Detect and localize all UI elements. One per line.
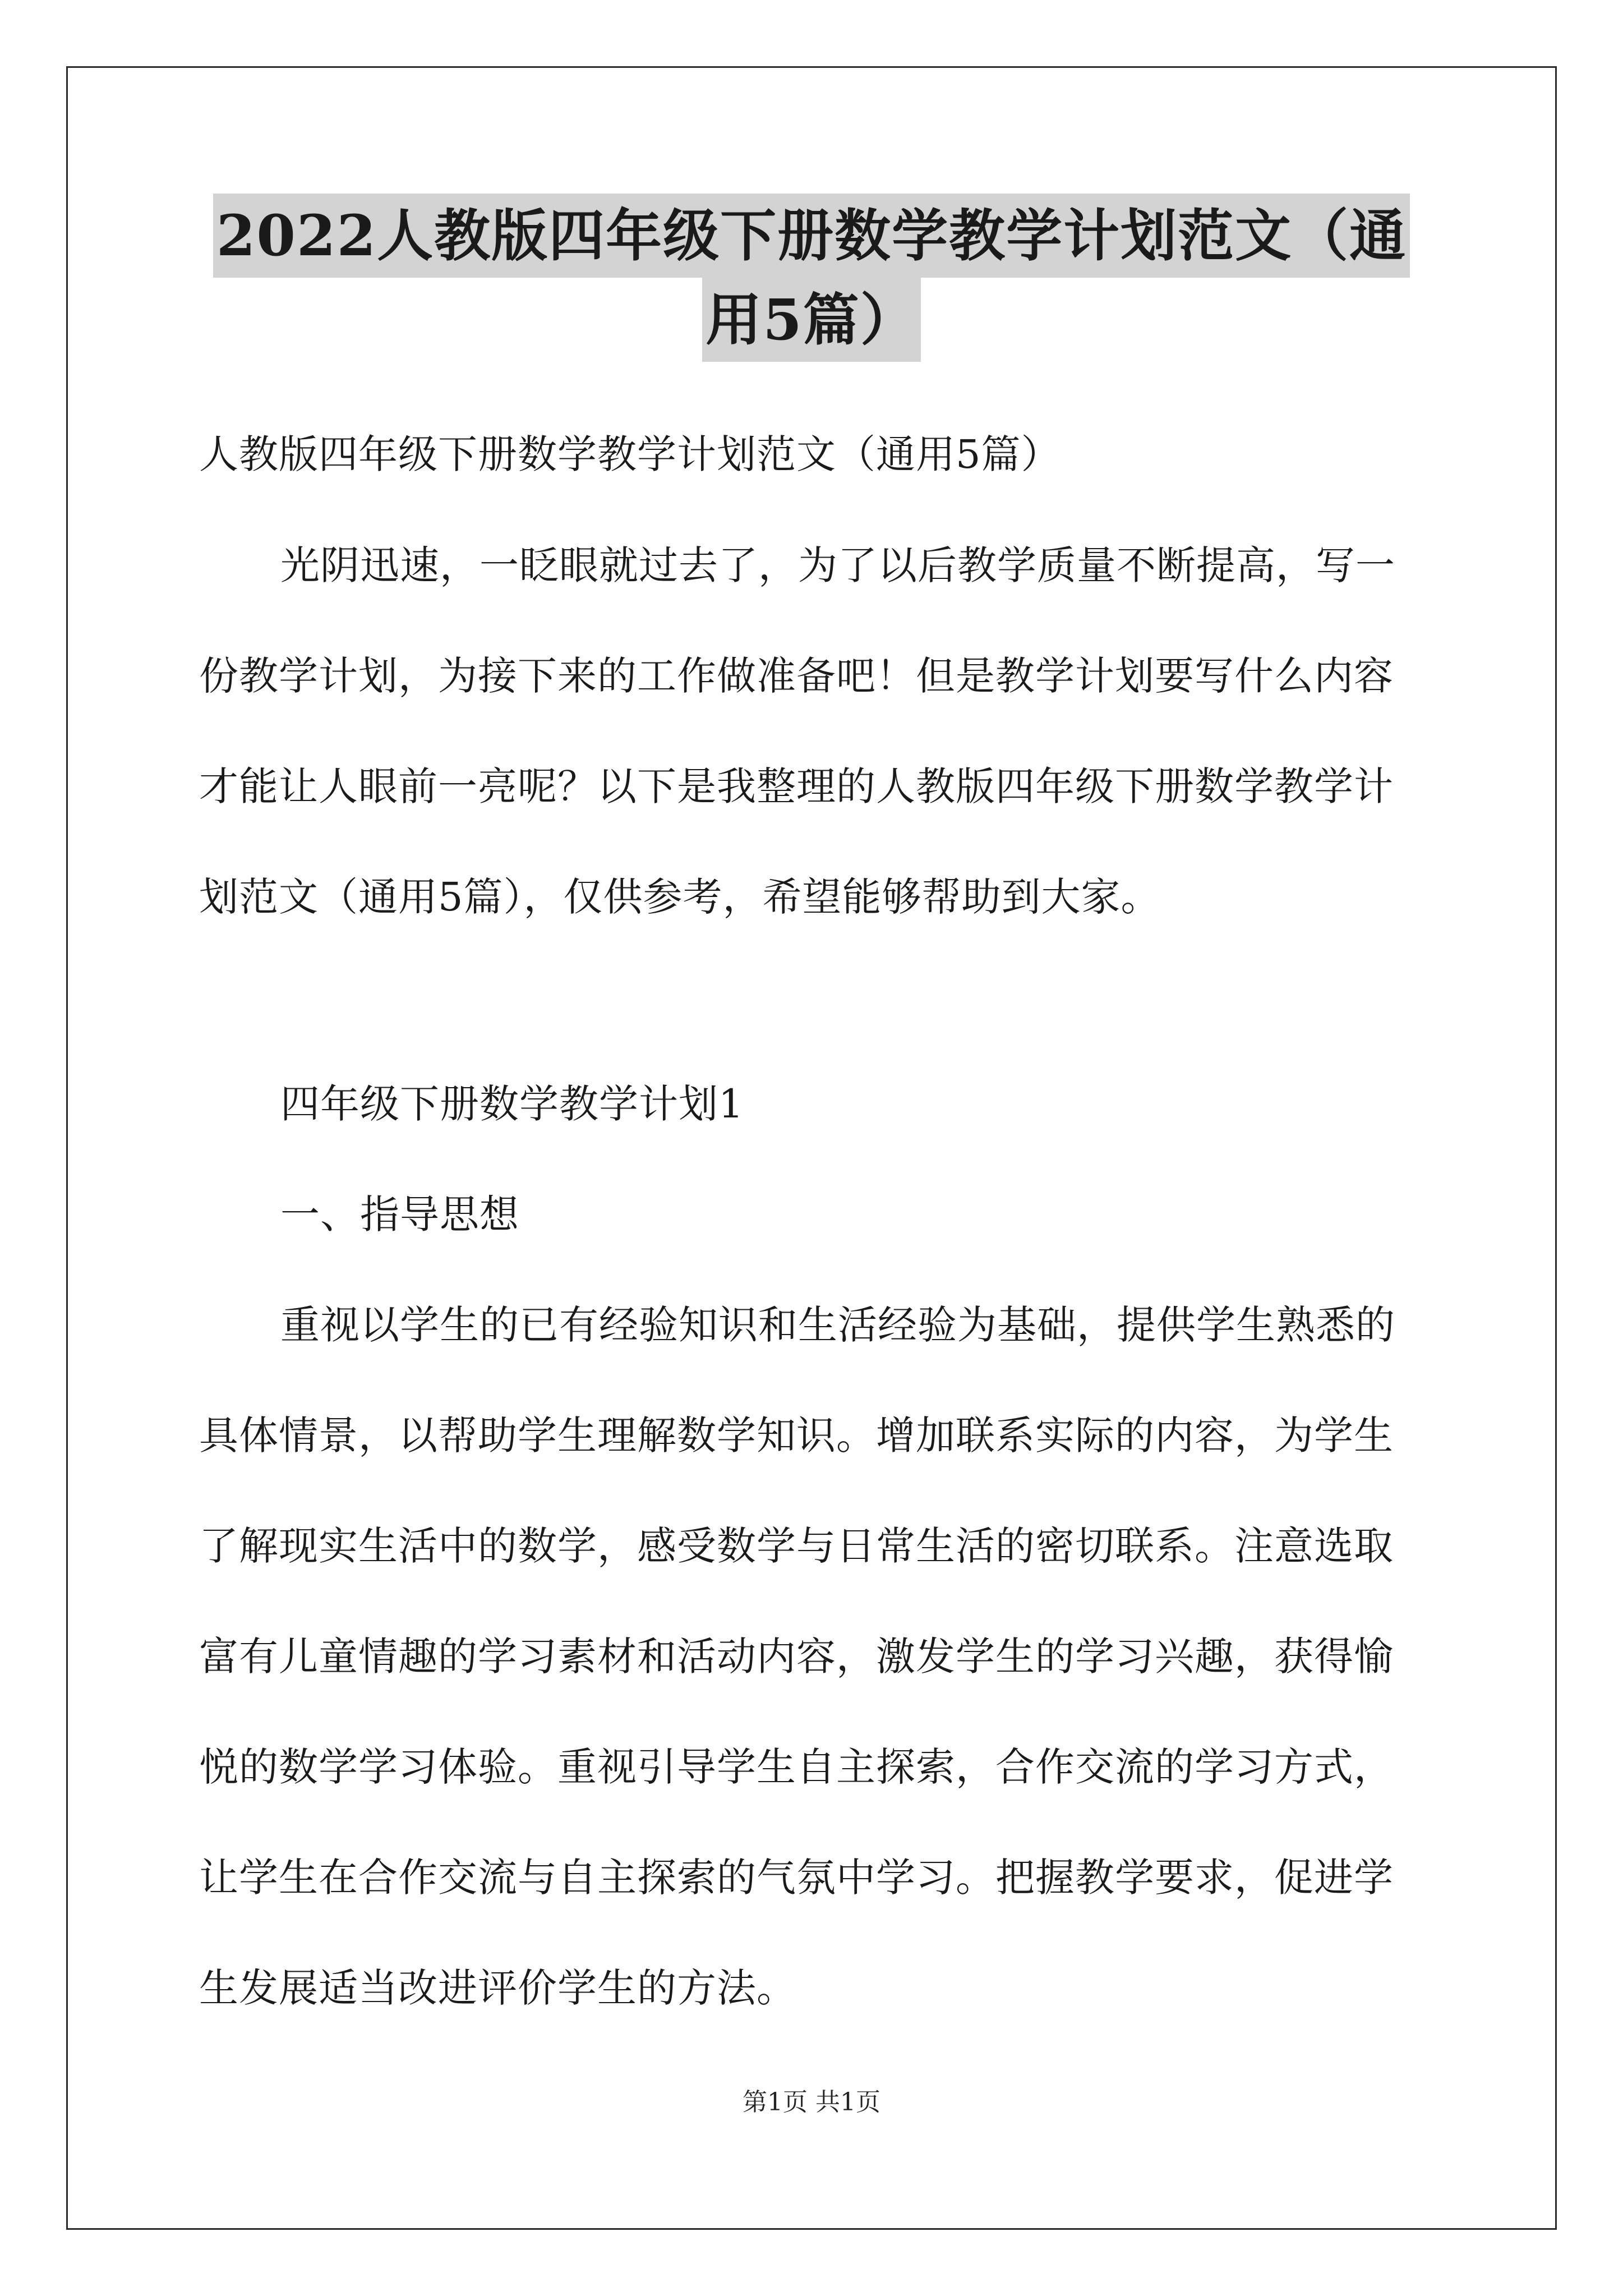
page-border xyxy=(66,66,1557,2230)
body-line-7: 生发展适当改进评价学生的方法。 xyxy=(199,1965,796,2011)
intro-line-2: 份教学计划，为接下来的工作做准备吧！但是教学计划要写什么内容 xyxy=(199,653,1394,699)
body-line-3: 了解现实生活中的数学，感受数学与日常生活的密切联系。注意选取 xyxy=(199,1523,1394,1569)
page-footer: 第1页 共1页 xyxy=(743,2088,880,2116)
intro-line-4: 划范文（通用5篇），仅供参考，希望能够帮助到大家。 xyxy=(199,874,1161,920)
body-line-6: 让学生在合作交流与自主探索的气氛中学习。把握教学要求，促进学 xyxy=(199,1855,1394,1901)
section-heading: 四年级下册数学教学计划1 xyxy=(280,1081,744,1127)
document-title xyxy=(66,194,1557,362)
intro-line-1: 光阴迅速，一眨眼就过去了，为了以后教学质量不断提高，写一 xyxy=(280,542,1395,588)
body-line-2: 具体情景，以帮助学生理解数学知识。增加联系实际的内容，为学生 xyxy=(199,1412,1394,1458)
body-line-1: 重视以学生的已有经验知识和生活经验为基础，提供学生熟悉的 xyxy=(280,1302,1395,1348)
title-line-1: 2022人教版四年级下册数学教学计划范文（通 xyxy=(213,194,1410,278)
body-line-4: 富有儿童情趣的学习素材和活动内容，激发学生的学习兴趣，获得愉 xyxy=(199,1634,1394,1680)
title-line-2: 用5篇） xyxy=(702,278,921,362)
subsection-heading: 一、指导思想 xyxy=(280,1191,519,1237)
intro-line-3: 才能让人眼前一亮呢？以下是我整理的人教版四年级下册数学教学计 xyxy=(199,763,1394,809)
document-subtitle: 人教版四年级下册数学教学计划范文（通用5篇） xyxy=(199,431,1061,477)
body-line-5: 悦的数学学习体验。重视引导学生自主探索，合作交流的学习方式， xyxy=(199,1744,1394,1790)
